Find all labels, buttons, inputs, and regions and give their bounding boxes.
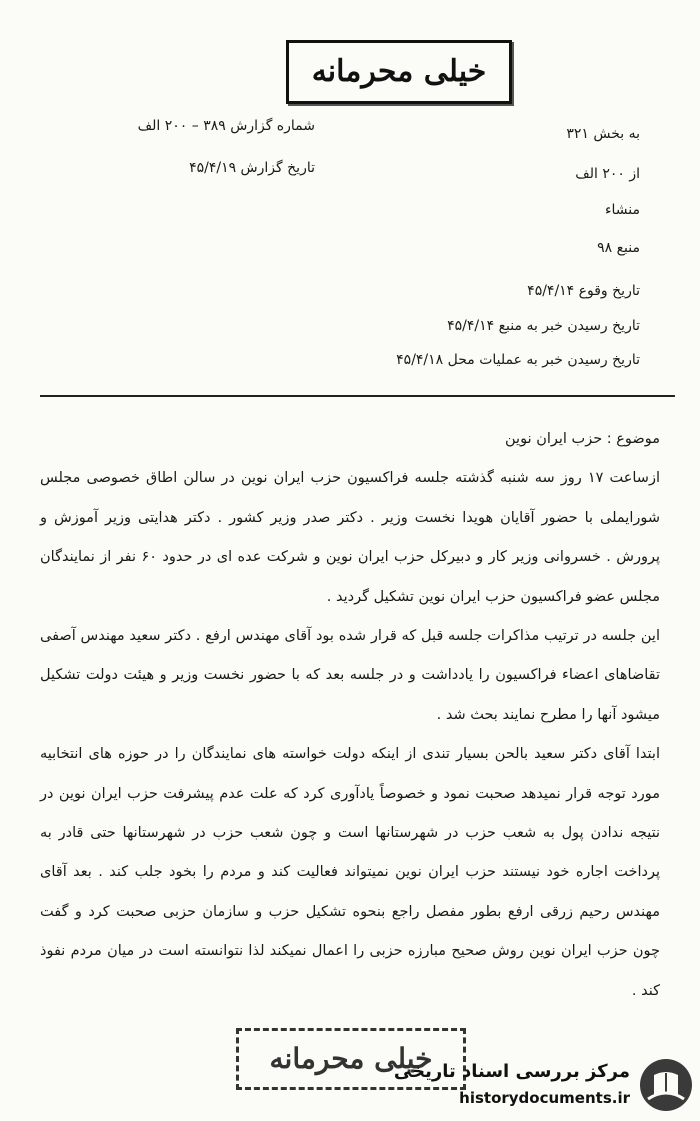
operations-received-date: تاریخ رسیدن خبر به عملیات محل ۴۵/۴/۱۸ <box>396 352 640 368</box>
archive-logo-icon <box>638 1057 694 1113</box>
report-date: تاریخ گزارش ۴۵/۴/۱۹ <box>189 160 315 176</box>
from-unit: از ۲۰۰ الف <box>575 166 640 182</box>
paragraph-1: ازساعت ۱۷ روز سه شنبه گذشته جلسه فراکسیون حزب ایران نوین در سالن اطاق خصوصی مجلس شورایملی با حضور آقایان هویدا نخست وزیر . دکتر صدر وزیر کشور . دکتر هدایتی وزیر آموزش و پرورش . خسروانی وزیر کار و دبیرکل حزب ایران نوین و شرکت عده ای در حدود ۶۰ نفر از نمایندگان مجلس عضو فراکسیون حزب ایران نوین تشکیل گردید . <box>40 470 661 605</box>
to-department: به بخش ۳۲۱ <box>566 126 640 142</box>
header-divider <box>40 395 675 397</box>
paragraph-3: ابتدا آقای دکتر سعید بالحن بسیار تندی از اینکه دولت خواسته های نمایندگان را در حوزه های انتخابیه مورد توجه قرار نمیدهد صحبت نمود و خصوصاً یادآوری کرد که علت عدم پیشرفت حزب ایران نوین در نتیجه ندادن پول به شعب حزب در شهرستانها است و چون شعب حزب در شهرستانها حتی قادر به پرداخت اجاره خود نیستند حزب ایران نوین نمیتواند فعالیت کند و مردم را بخود جلب کند . بعد آقای مهندس رحیم زرقی ارفع بطور مفصل راجع بنحوه تشکیل حزب و سازمان حزبی صحبت کرد و گفت چون حزب ایران نوین روش صحیح مبارزه حزبی را اعمال نمیکند لذا نتوانسته است در میان مردم نفوذ کند . <box>40 746 660 999</box>
event-date: تاریخ وقوع ۴۵/۴/۱۴ <box>527 283 640 299</box>
subject-line: موضوع : حزب ایران نوین <box>505 431 660 447</box>
archive-name: مرکز بررسی اسناد تاریخی <box>393 1061 630 1082</box>
paragraph-2: این جلسه در ترتیب مذاکرات جلسه قبل که قرار شده بود آقای مهندس ارفع . دکتر سعید مهندس آصفی تقاضاهای اعضاء فراکسیون را یادداشت و در جلسه بعد که با حضور نخست وزیر و هیئت دولت تشکیل میشود آنها را مطرح نمایند بحث شد . <box>40 628 660 723</box>
report-number: شماره گزارش ۳۸۹ – ۲۰۰ الف <box>137 118 315 134</box>
top-classification-stamp: خیلی محرمانه <box>286 40 512 104</box>
archive-watermark <box>393 1055 696 1117</box>
source-received-date: تاریخ رسیدن خبر به منبع ۴۵/۴/۱۴ <box>447 318 640 334</box>
informant-number: منبع ۹۸ <box>597 240 640 256</box>
bottom-classification-stamp: خیلی محرمانه <box>236 1028 466 1090</box>
archive-website: historydocuments.ir <box>459 1089 630 1107</box>
origin-label: منشاء <box>604 202 640 218</box>
report-body <box>40 420 660 1011</box>
